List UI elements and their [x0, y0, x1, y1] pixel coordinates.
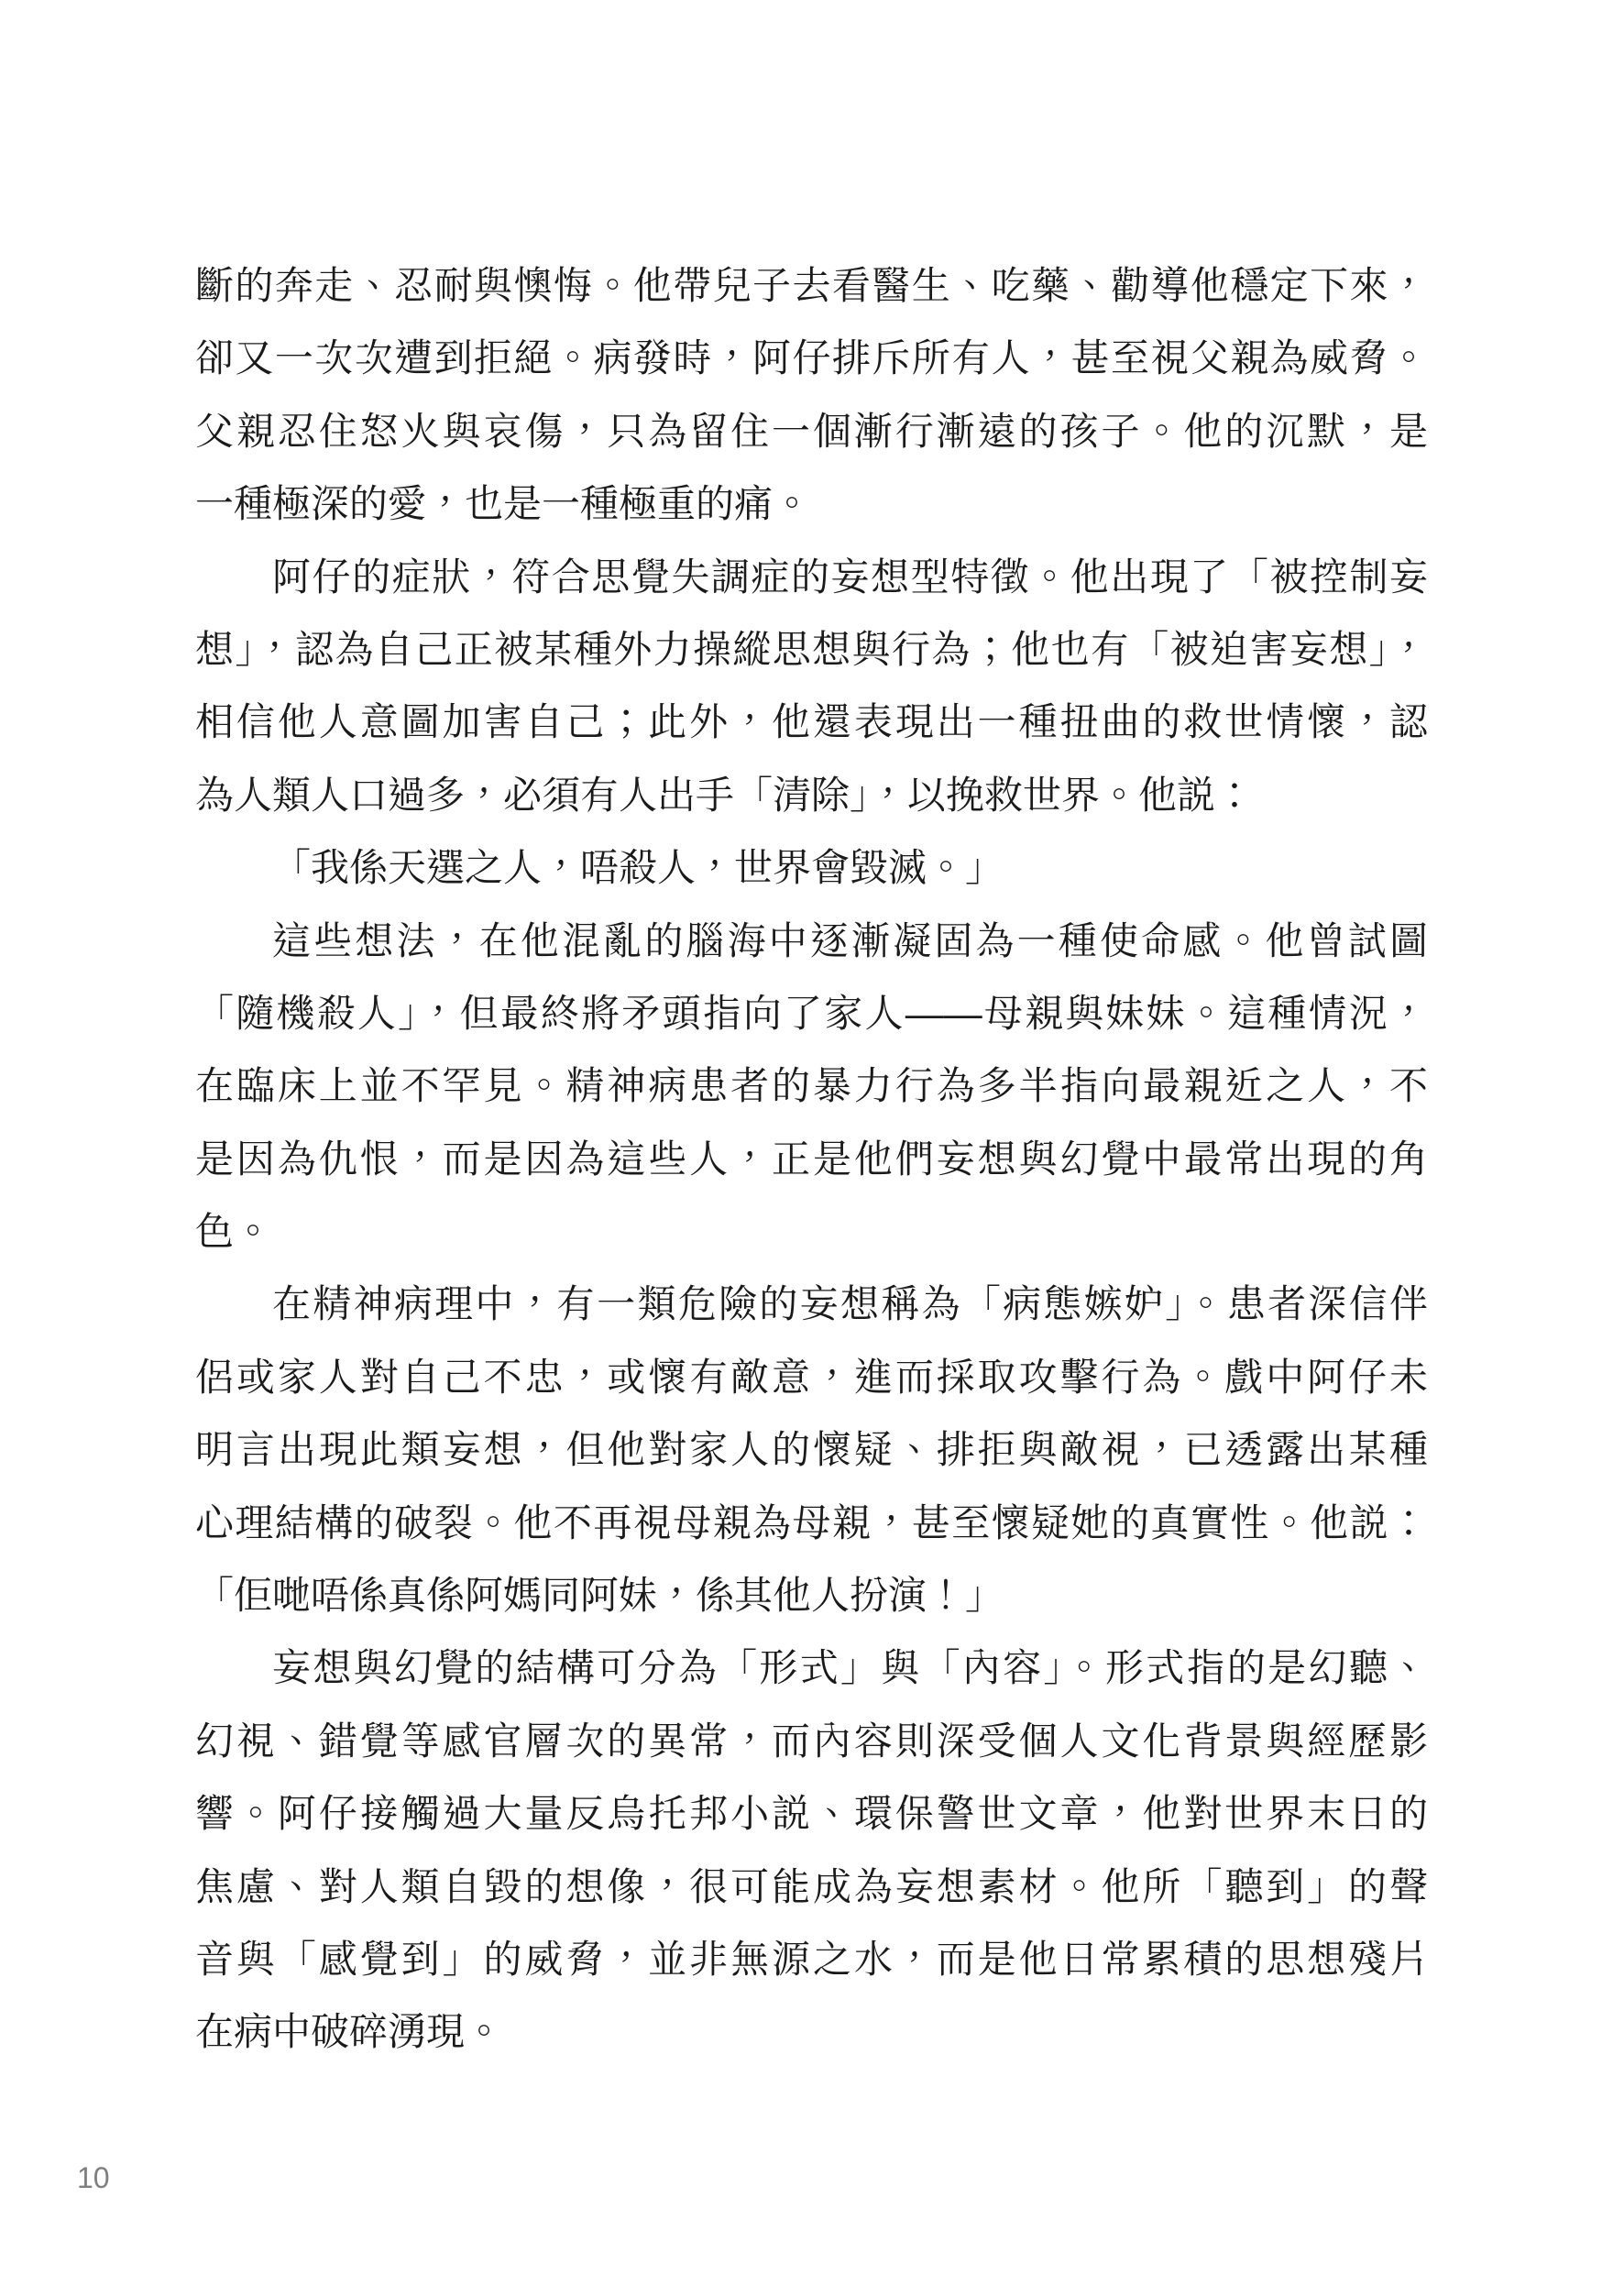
text-line: 這些想法，在他混亂的腦海中逐漸凝固為一種使命感。他曾試圖: [272, 918, 1428, 962]
text-line: 心理結構的破裂。他不再視母親為母親，甚至懷疑她的真實性。他説：: [195, 1500, 1428, 1544]
text-line: 卻又一次次遭到拒絕。病發時，阿仔排斥所有人，甚至視父親為威脅。: [195, 336, 1428, 380]
text-line: 「我係天選之人，唔殺人，世界會毀滅。」: [272, 846, 1004, 890]
text-line: 焦慮、對人類自毀的想像，很可能成為妄想素材。他所「聽到」的聲: [195, 1864, 1428, 1908]
text-line: 斷的奔走、忍耐與懊悔。他帶兒子去看醫生、吃藥、勸導他穩定下來，: [195, 264, 1428, 307]
text-line: 幻視、錯覺等感官層次的異常，而內容則深受個人文化背景與經歷影: [195, 1719, 1428, 1763]
text-line: 在臨床上並不罕見。精神病患者的暴力行為多半指向最親近之人，不: [195, 1064, 1428, 1108]
text-line: 侶或家人對自己不忠，或懷有敵意，進而採取攻擊行為。戲中阿仔未: [195, 1355, 1428, 1399]
text-line: 音與「感覺到」的威脅，並非無源之水，而是他日常累積的思想殘片: [195, 1937, 1428, 1981]
text-line: 相信他人意圖加害自己；此外，他還表現出一種扭曲的救世情懷，認: [195, 700, 1428, 744]
text-line: 為人類人口過多，必須有人出手「清除」，以挽救世界。他説：: [195, 773, 1255, 817]
text-line: 阿仔的症狀，符合思覺失調症的妄想型特徵。他出現了「被控制妄: [272, 555, 1428, 599]
text-line: 是因為仇恨，而是因為這些人，正是他們妄想與幻覺中最常出現的角: [195, 1137, 1428, 1181]
text-line: 父親忍住怒火與哀傷，只為留住一個漸行漸遠的孩子。他的沉默，是: [195, 409, 1428, 453]
text-line: 色。: [195, 1210, 273, 1254]
page-number: 10: [77, 2161, 110, 2194]
body-text: [195, 249, 1428, 2069]
text-line: 響。阿仔接觸過大量反烏托邦小説、環保警世文章，他對世界末日的: [195, 1792, 1428, 1836]
text-line: 妄想與幻覺的結構可分為「形式」與「內容」。形式指的是幻聽、: [272, 1646, 1428, 1690]
text-line: 在精神病理中，有一類危險的妄想稱為「病態嫉妒」。患者深信伴: [272, 1282, 1428, 1326]
text-line: 明言出現此類妄想，但他對家人的懷疑、排拒與敵視，已透露出某種: [195, 1428, 1428, 1472]
text-line: 「隨機殺人」，但最終將矛頭指向了家人——母親與妹妹。這種情況，: [195, 991, 1428, 1035]
text-line: 一種極深的愛，也是一種極重的痛。: [195, 482, 812, 526]
text-line: 在病中破碎湧現。: [195, 2010, 504, 2054]
text-line: 「佢哋唔係真係阿媽同阿妹，係其他人扮演！」: [195, 1574, 1004, 1618]
text-line: 想」，認為自己正被某種外力操縱思想與行為；他也有「被迫害妄想」，: [195, 627, 1428, 671]
